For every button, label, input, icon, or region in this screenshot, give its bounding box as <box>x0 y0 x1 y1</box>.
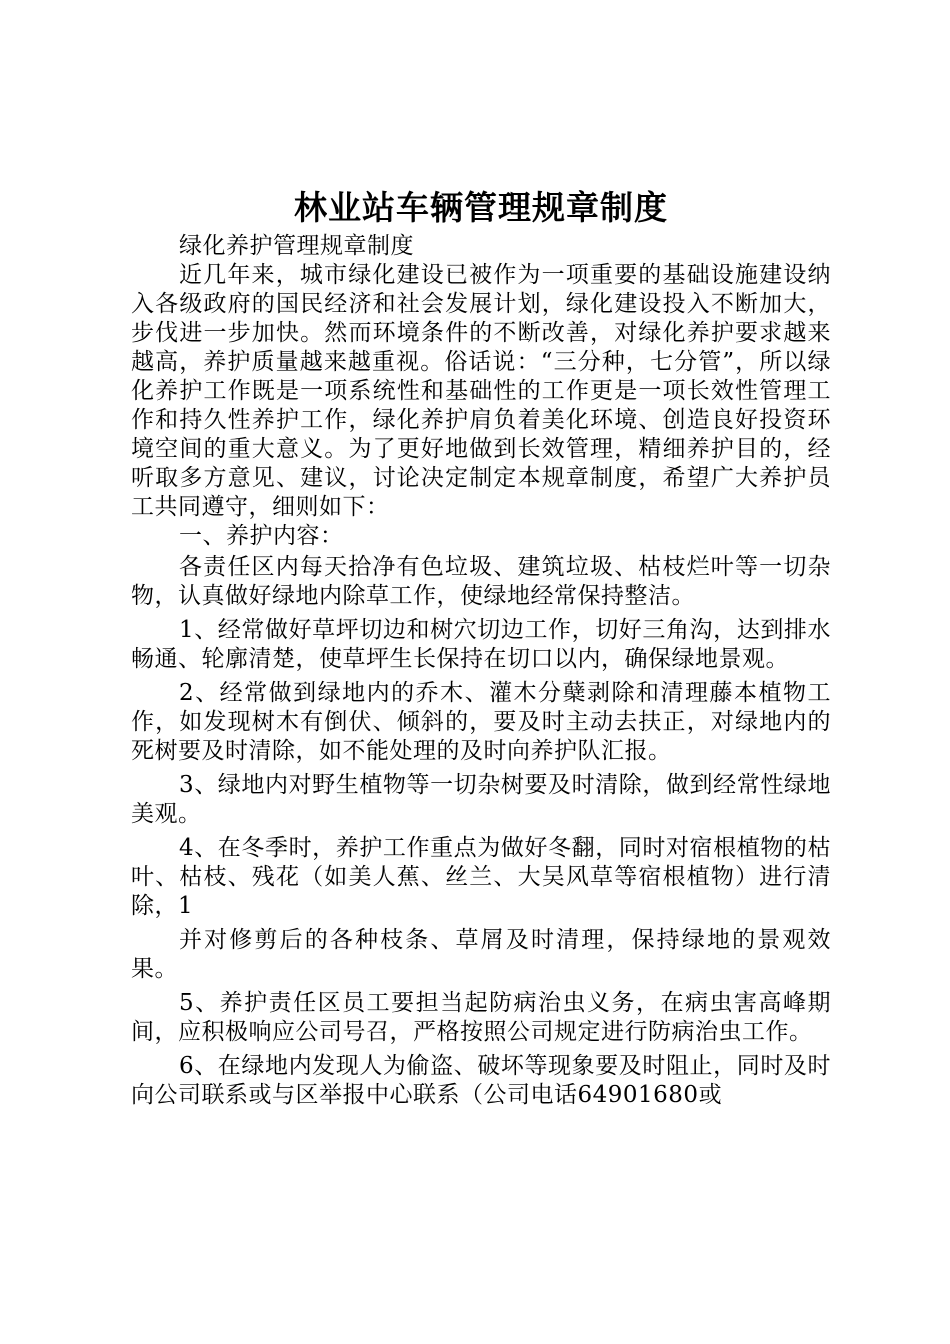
list-item-2: 2、经常做到绿地内的乔木、灌木分蘖剥除和清理藤本植物工作，如发现树木有倒伏、倾斜的，要及时主动去扶正，对绿地内的死树要及时清除，如不能处理的及时向养护队汇报。 <box>131 680 831 764</box>
list-item-1: 1、经常做好草坪切边和树穴切边工作，切好三角沟，达到排水畅通、轮廓清楚，使草坪生长保持在切口以内，确保绿地景观。 <box>131 617 831 672</box>
list-item-5: 5、养护责任区员工要担当起防病治虫义务，在病虫害高峰期间，应积极响应公司号召，严格按照公司规定进行防病治虫工作。 <box>131 990 831 1045</box>
document-title: 林业站车辆管理规章制度 <box>294 188 668 227</box>
list-item-4: 4、在冬季时，养护工作重点为做好冬翻，同时对宿根植物的枯叶、枯枝、残花（如美人蕉、丝兰、大吴风草等宿根植物）进行清除，1 <box>131 835 831 919</box>
document-page <box>131 188 831 1110</box>
section-heading: 一、养护内容： <box>179 523 344 549</box>
continuation-paragraph: 并对修剪后的各种枝条、草屑及时清理，保持绿地的景观效果。 <box>131 927 831 982</box>
list-item-3: 3、绿地内对野生植物等一切杂树要及时清除，做到经常性绿地美观。 <box>131 772 831 827</box>
list-item-6: 6、在绿地内发现人为偷盗、破坏等现象要及时阻止，同时及时向公司联系或与区举报中心联系（公司电话64901680或 <box>131 1053 831 1108</box>
subtitle-paragraph: 绿化养护管理规章制度 <box>179 233 414 259</box>
body-paragraph: 各责任区内每天拾净有色垃圾、建筑垃圾、枯枝烂叶等一切杂物，认真做好绿地内除草工作，使绿地经常保持整洁。 <box>131 554 831 609</box>
intro-paragraph: 近几年来，城市绿化建设已被作为一项重要的基础设施建设纳入各级政府的国民经济和社会发展计划，绿化建设投入不断加大，步伐进一步加快。然而环境条件的不断改善，对绿化养护要求越来越高，养护质量越来越重视。俗话说：“三分种，七分管”，所以绿化养护工作既是一项系统性和基础性的工作更是一项长效性管理工作和持久性养护工作，绿化养护肩负着美化环境、创造良好投资环境空间的重大意义。为了更好地做到长效管理，精细养护目的，经听取多方意见、建议，讨论决定制定本规章制度，希望广大养护员工共同遵守，细则如下： <box>131 262 831 520</box>
